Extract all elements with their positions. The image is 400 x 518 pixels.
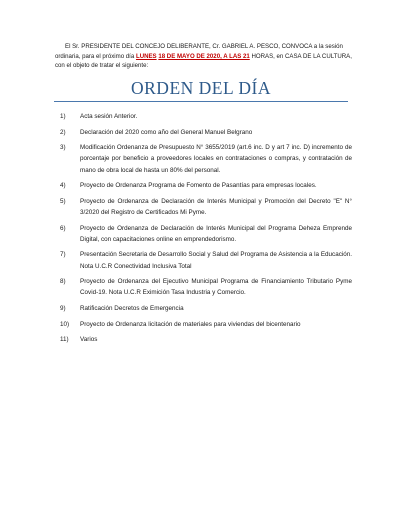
convocation-text-end: HORAS, en CASA DE LA CULTURA, con el objeto de tratar el siguiente:	[55, 52, 352, 70]
agenda-item-number: 10)	[60, 320, 70, 328]
agenda-item	[60, 319, 352, 330]
agenda-item-text: Proyecto de Ordenanza Programa de Fomento de Pasantías para empresas locales.	[80, 182, 317, 190]
agenda-item-number: 8)	[60, 278, 66, 286]
title-underline	[54, 101, 348, 102]
agenda-item-number: 2)	[60, 128, 66, 136]
agenda-item	[60, 249, 352, 271]
agenda-item	[60, 180, 352, 191]
page-title: ORDEN DEL DÍA	[131, 78, 271, 98]
agenda-item	[60, 303, 352, 314]
agenda-item	[60, 223, 352, 245]
agenda-item-number: 5)	[60, 197, 66, 205]
agenda-item-text: Varios	[80, 336, 98, 344]
agenda-item-number: 6)	[60, 224, 66, 232]
convocation-paragraph	[55, 42, 360, 71]
agenda-item	[60, 334, 352, 345]
agenda-item-text: Acta sesión Anterior.	[80, 113, 138, 120]
agenda-item-text: Proyecto de Ordenanza licitación de materiales para viviendas del bicentenario	[80, 320, 301, 328]
agenda-item-text: Modificación Ordenanza de Presupuesto N° 3655/2019 (art.6 inc. D y art 7 inc. D) incremento de porcentaje por beneficio a proveedores locales en contrataciones o compras, y contratación de mano de obra local de hasta un 80% del personal.	[80, 144, 352, 174]
agenda-item-number: 1)	[60, 113, 66, 120]
agenda-item-text: Proyecto de Ordenanza de Declaración de Interés Municipal y Promoción del Decreto "E" N° 3/2020 del Registro de Certificados Mi Pyme.	[80, 197, 352, 216]
agenda-item	[60, 196, 352, 218]
agenda-item	[60, 127, 352, 138]
agenda-item-number: 7)	[60, 251, 66, 259]
agenda-item-text: Declaración del 2020 como año del General Manuel Belgrano	[80, 128, 253, 136]
session-day: LUNES	[135, 52, 157, 60]
agenda-item	[60, 142, 352, 176]
agenda-list	[60, 111, 352, 350]
agenda-item-number: 4)	[60, 182, 66, 190]
agenda-item-text: Ratificación Decretos de Emergencia	[80, 304, 184, 312]
agenda-item-number: 11)	[60, 336, 69, 344]
convocation-text-start: El Sr. PRESIDENTE DEL CONCEJO DELIBERANTE, Cr. GABRIEL A. PESCO, CONVOCA a la sesión ordinaria, para el próximo día	[55, 43, 343, 60]
agenda-item-number: 3)	[60, 144, 66, 152]
agenda-item-number: 9)	[60, 304, 66, 312]
agenda-item-text: Presentación Secretaria de Desarrollo Social y Salud del Programa de Asistencia a la Educación. Nota U.C.R Conectividad Inclusiva Total	[80, 251, 352, 270]
agenda-item-text: Proyecto de Ordenanza de Declaración de Interés Municipal del Programa Deheza Emprende Digital, con capacitaciones online en emprendedorismo.	[80, 224, 352, 243]
session-date-time: 18 DE MAYO DE 2020, A LAS 21	[158, 52, 250, 60]
agenda-item	[60, 276, 352, 298]
agenda-item-text: Proyecto de Ordenanza del Ejecutivo Municipal Programa de Financiamiento Tributario Pyme Covid-19. Nota U.C.R Eximición Tasa Industria y Comercio.	[80, 278, 352, 297]
agenda-item	[60, 111, 352, 122]
